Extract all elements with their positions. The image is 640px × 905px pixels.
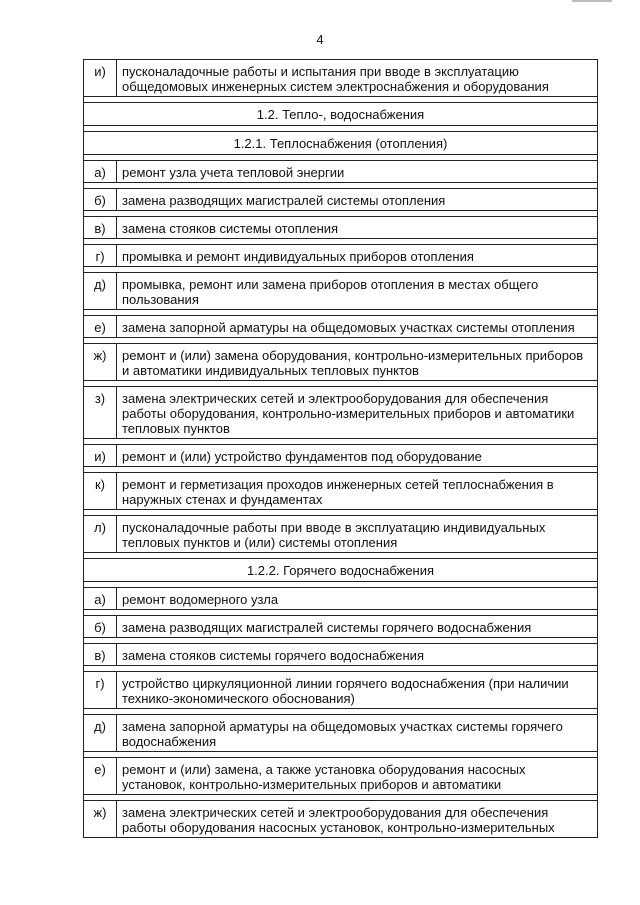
item-letter: е) xyxy=(84,758,117,795)
item-text: пусконаладочные работы при вводе в эксплуатацию индивидуальных тепловых пунктов и (или) системы отопления xyxy=(117,516,598,553)
works-table xyxy=(83,59,598,838)
table-row xyxy=(84,189,598,211)
item-text: замена стояков системы горячего водоснабжения xyxy=(117,644,598,666)
item-text: ремонт и (или) устройство фундаментов под оборудование xyxy=(117,445,598,467)
section-heading: 1.2. Тепло-, водоснабжения xyxy=(84,103,598,126)
item-letter: л) xyxy=(84,516,117,553)
item-letter: и) xyxy=(84,60,117,97)
item-letter: ж) xyxy=(84,801,117,838)
item-letter: в) xyxy=(84,217,117,239)
table-row xyxy=(84,316,598,338)
table-row xyxy=(84,445,598,467)
table-row xyxy=(84,758,598,795)
item-text: ремонт водомерного узла xyxy=(117,588,598,610)
item-text: промывка и ремонт индивидуальных приборов отопления xyxy=(117,245,598,267)
item-text: замена электрических сетей и электрооборудования для обеспечения работы оборудования, контрольно-измерительных приборов и автоматики тепловых пунктов xyxy=(117,387,598,439)
item-letter: ж) xyxy=(84,344,117,381)
item-letter: и) xyxy=(84,445,117,467)
table-row xyxy=(84,516,598,553)
item-text: замена разводящих магистралей системы горячего водоснабжения xyxy=(117,616,598,638)
table-row xyxy=(84,245,598,267)
table-row xyxy=(84,801,598,838)
table-row xyxy=(84,60,598,97)
item-text: замена разводящих магистралей системы отопления xyxy=(117,189,598,211)
table-row xyxy=(84,387,598,439)
item-letter: г) xyxy=(84,245,117,267)
section-heading: 1.2.2. Горячего водоснабжения xyxy=(84,559,598,582)
item-letter: к) xyxy=(84,473,117,510)
item-letter: в) xyxy=(84,644,117,666)
item-text: ремонт и (или) замена, а также установка оборудования насосных установок, контрольно-измерительных приборов и автоматики xyxy=(117,758,598,795)
section-heading: 1.2.1. Теплоснабжения (отопления) xyxy=(84,132,598,155)
item-text: ремонт и (или) замена оборудования, контрольно-измерительных приборов и автоматики индивидуальных тепловых пунктов xyxy=(117,344,598,381)
table-row xyxy=(84,616,598,638)
item-letter: б) xyxy=(84,189,117,211)
item-letter: б) xyxy=(84,616,117,638)
table-row xyxy=(84,715,598,752)
item-text: устройство циркуляционной линии горячего водоснабжения (при наличии технико-экономического обоснования) xyxy=(117,672,598,709)
section-heading-row xyxy=(84,103,598,126)
item-letter: а) xyxy=(84,161,117,183)
item-letter: а) xyxy=(84,588,117,610)
table-row xyxy=(84,217,598,239)
item-letter: г) xyxy=(84,672,117,709)
item-text: ремонт и герметизация проходов инженерных сетей теплоснабжения в наружных стенах и фундаментах xyxy=(117,473,598,510)
item-text: замена запорной арматуры на общедомовых участках системы отопления xyxy=(117,316,598,338)
item-letter: д) xyxy=(84,273,117,310)
section-heading-row xyxy=(84,132,598,155)
item-letter: е) xyxy=(84,316,117,338)
page-number: 4 xyxy=(316,32,324,47)
works-table-body xyxy=(84,60,598,838)
table-row xyxy=(84,672,598,709)
item-letter: з) xyxy=(84,387,117,439)
table-row xyxy=(84,644,598,666)
table-row xyxy=(84,161,598,183)
item-text: ремонт узла учета тепловой энергии xyxy=(117,161,598,183)
table-row xyxy=(84,344,598,381)
table-row xyxy=(84,588,598,610)
item-text: замена запорной арматуры на общедомовых участках системы горячего водоснабжения xyxy=(117,715,598,752)
scan-edge-mark xyxy=(572,0,612,2)
section-heading-row xyxy=(84,559,598,582)
item-text: замена стояков системы отопления xyxy=(117,217,598,239)
item-text: замена электрических сетей и электрооборудования для обеспечения работы оборудования насосных установок, контрольно-измерительных xyxy=(117,801,598,838)
item-text: промывка, ремонт или замена приборов отопления в местах общего пользования xyxy=(117,273,598,310)
item-letter: д) xyxy=(84,715,117,752)
table-row xyxy=(84,273,598,310)
table-row xyxy=(84,473,598,510)
item-text: пусконаладочные работы и испытания при вводе в эксплуатацию общедомовых инженерных систем электроснабжения и оборудования xyxy=(117,60,598,97)
